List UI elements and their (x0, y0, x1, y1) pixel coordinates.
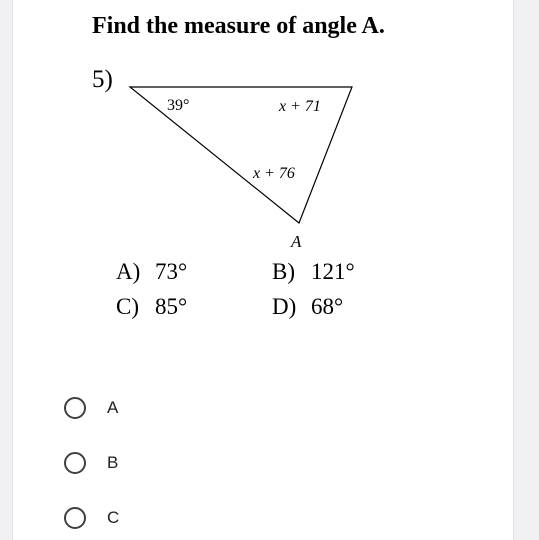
answer-value: 68° (311, 294, 344, 319)
option-b[interactable] (64, 452, 118, 474)
question-title: Find the measure of angle A. (92, 13, 385, 39)
option-label[interactable]: B (107, 453, 119, 472)
answer-letter: A) (116, 259, 141, 284)
radio-button[interactable] (64, 507, 86, 529)
radio-button[interactable] (64, 452, 86, 474)
angle-label-x-plus-76: x + 76 (253, 165, 295, 182)
answer-choice-a (116, 259, 187, 285)
answer-choice-d (272, 294, 343, 320)
option-label[interactable]: C (107, 508, 120, 527)
answer-value: 85° (155, 294, 188, 319)
answer-choice-b (272, 259, 355, 285)
answer-value: 121° (311, 259, 355, 284)
option-a[interactable] (64, 397, 118, 419)
question-card (12, 0, 514, 540)
question-number: 5) (92, 66, 113, 93)
answer-choice-c (116, 294, 187, 320)
triangle-figure (13, 0, 513, 260)
option-c[interactable] (64, 507, 119, 529)
option-label[interactable]: A (107, 398, 119, 417)
vertex-label-a: A (291, 232, 302, 251)
answer-letter: B) (272, 259, 295, 284)
angle-label-x-plus-71: x + 71 (279, 98, 321, 115)
answer-letter: C) (116, 294, 139, 319)
angle-label-39: 39° (167, 97, 190, 114)
answer-value: 73° (155, 259, 188, 284)
answer-letter: D) (272, 294, 297, 319)
radio-button[interactable] (64, 397, 86, 419)
